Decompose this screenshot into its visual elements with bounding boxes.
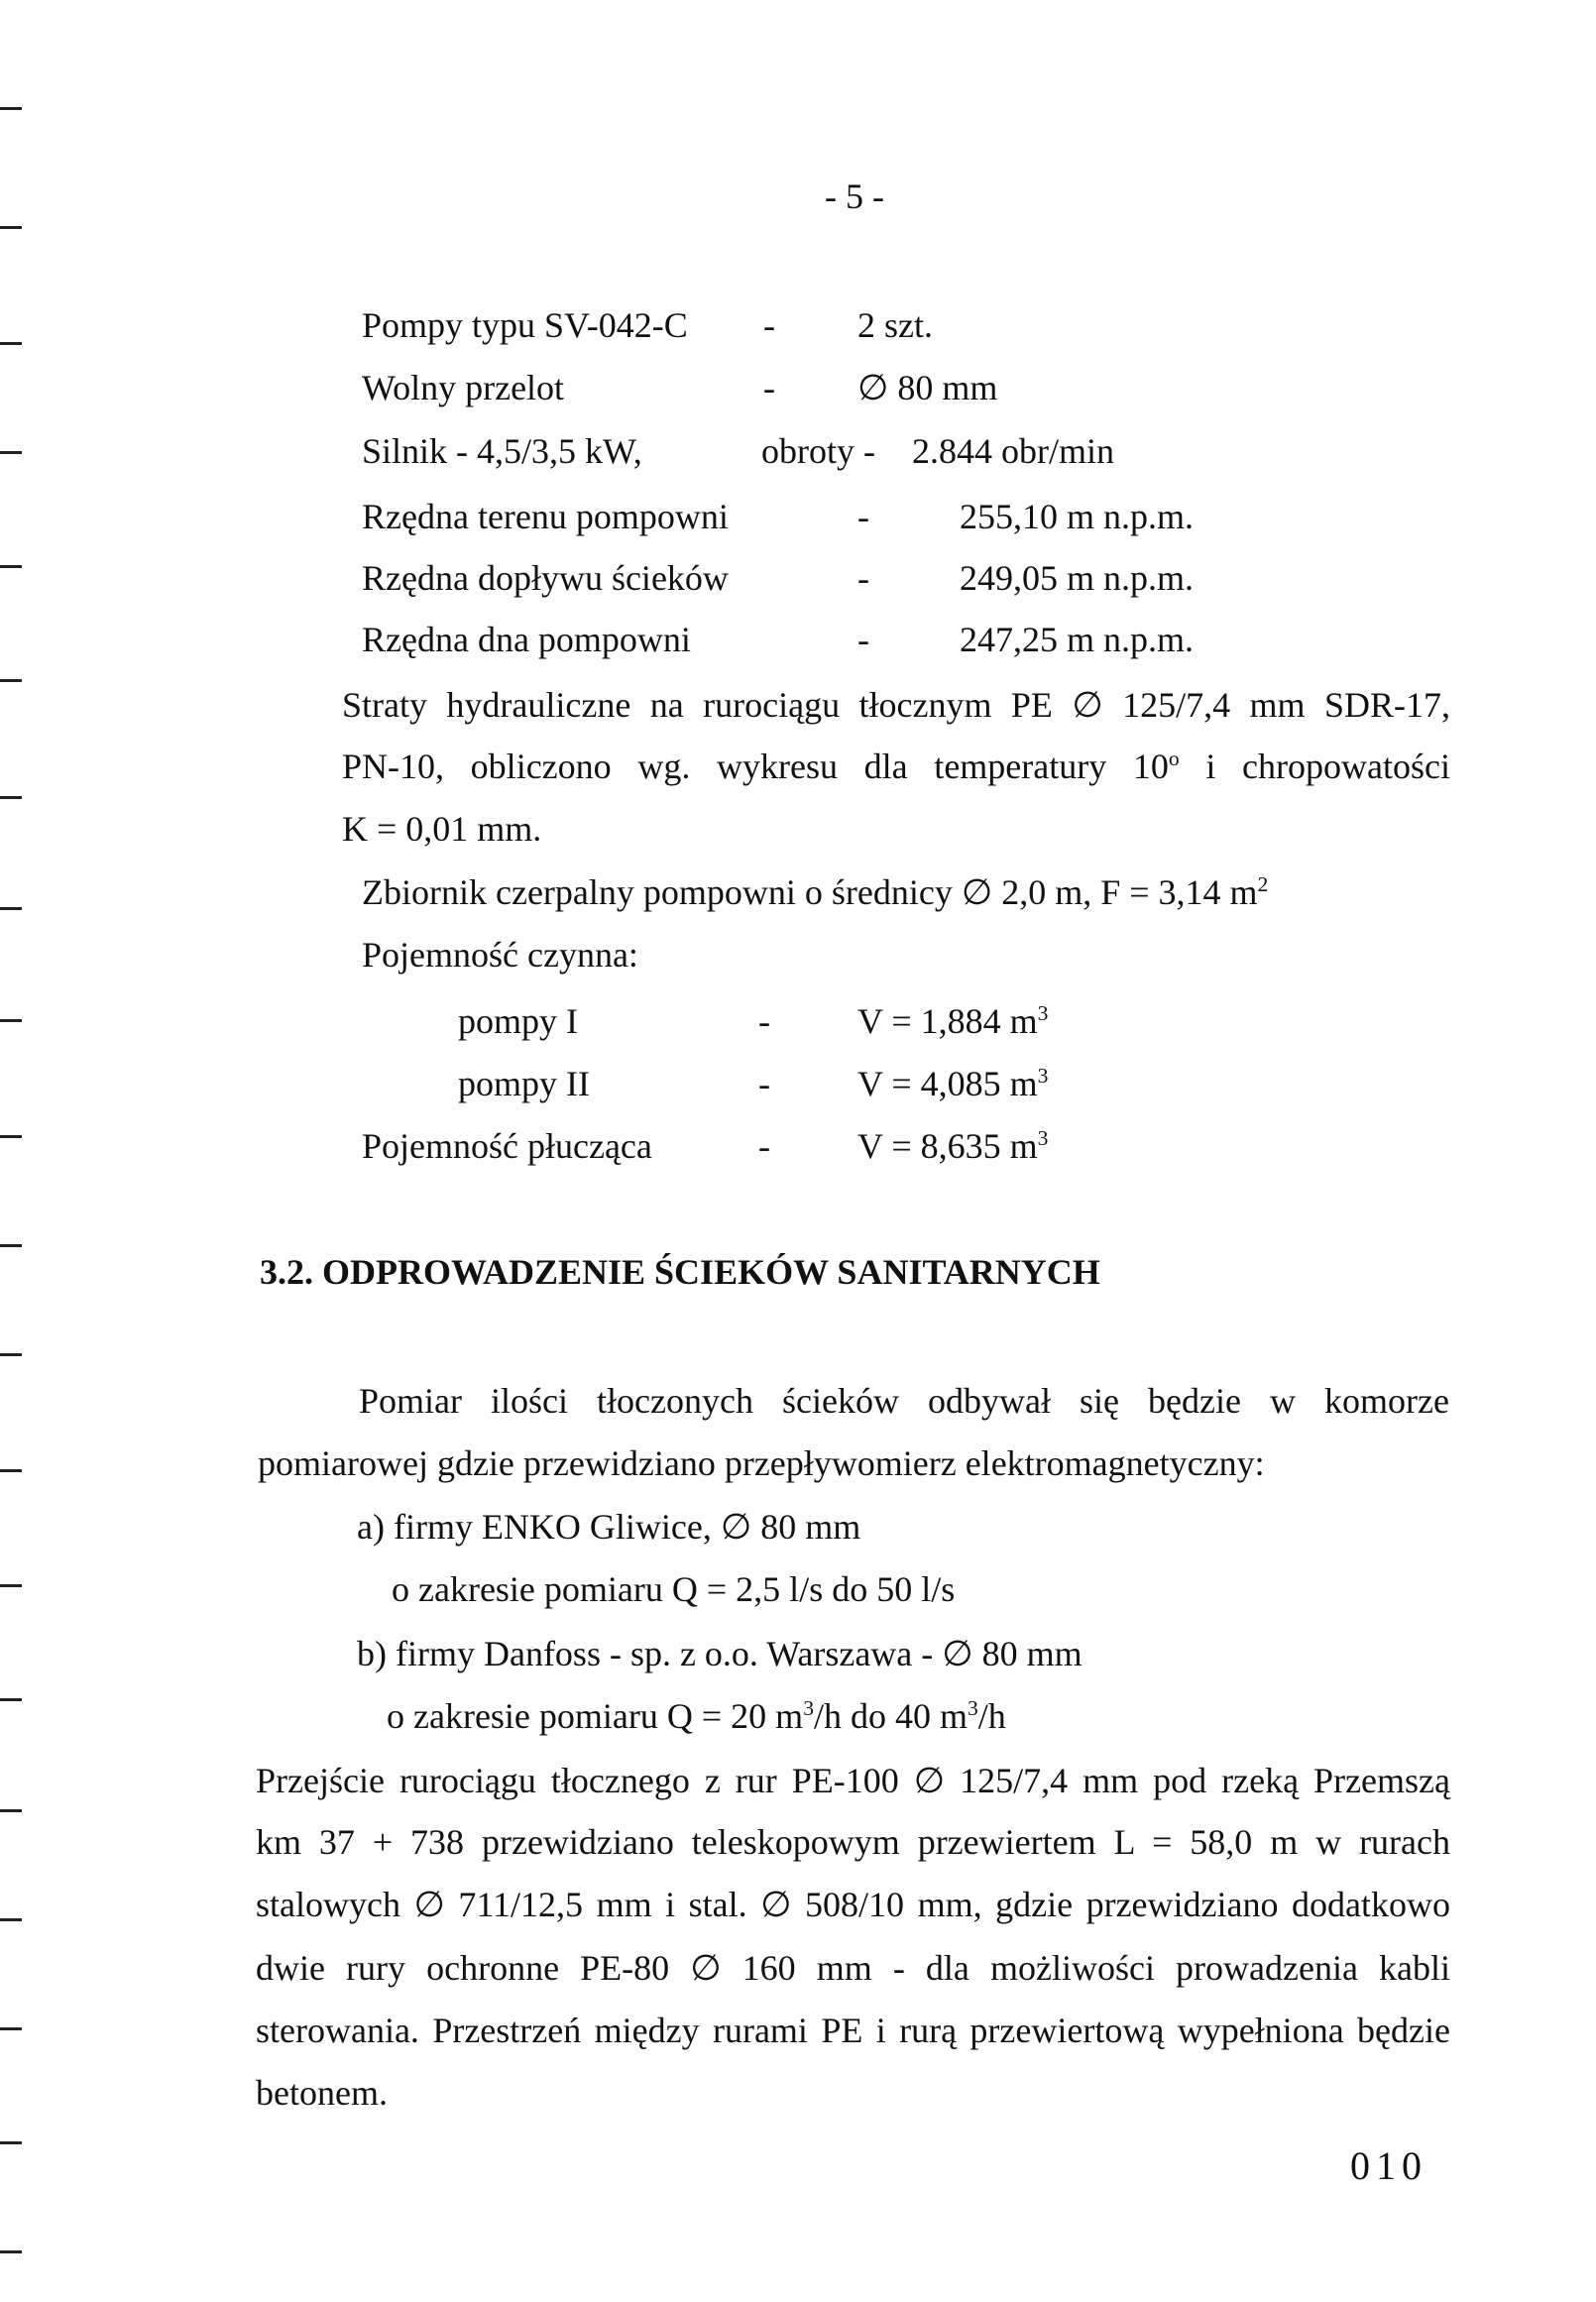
section-heading: 3.2. ODPROWADZENIE ŚCIEKÓW SANITARNYCH [260, 1252, 1100, 1292]
spec-label: Wolny przelot [362, 368, 565, 407]
scan-mark [0, 1244, 22, 1247]
losses-line: Straty hydrauliczne na rurociągu tłocznym PE ∅ 125/7,4 mm SDR-17, [342, 685, 1450, 725]
measure-line: Pomiar ilości tłoczonych ścieków odbywał się będzie w komorze [359, 1381, 1449, 1421]
volume-dash: - [758, 1064, 770, 1103]
scan-mark [0, 1019, 22, 1022]
scan-mark [0, 1698, 22, 1701]
crossing-line: Przejście rurociągu tłocznego z rur PE-100 ∅ 125/7,4 mm pod rzeką Przemszą [256, 1761, 1450, 1800]
spec-label: Rzędna terenu pompowni [362, 497, 729, 536]
volume-label: pompy I [458, 1001, 578, 1041]
meter-range-a: o zakresie pomiaru Q = 2,5 l/s do 50 l/s [392, 1569, 956, 1609]
meter-option-b: b) firmy Danfoss - sp. z o.o. Warszawa - ∅ 80 mm [357, 1634, 1083, 1673]
spec-label: Pompy typu SV-042-C [362, 305, 688, 345]
volume-value: V = 1,884 $m^3$ [857, 1001, 1049, 1041]
spec-dash: - [857, 620, 869, 659]
scan-mark [0, 1584, 22, 1587]
volume-dash: - [758, 1001, 770, 1041]
scan-mark [0, 1135, 22, 1138]
volume-label: Pojemność płucząca [362, 1126, 652, 1166]
page-number: - 5 - [825, 176, 884, 216]
scan-mark [0, 565, 22, 568]
capacity-label: Pojemność czynna: [362, 935, 638, 975]
scan-mark [0, 1918, 22, 1921]
scan-mark [0, 907, 22, 910]
spec-value: ∅ 80 mm [857, 368, 998, 407]
spec-value: 2 szt. [857, 305, 933, 345]
scan-mark [0, 796, 22, 799]
scan-mark [0, 451, 22, 454]
spec-dash: - [857, 558, 869, 598]
crossing-line: sterowania. Przestrzeń między rurami PE i rurą przewiertową wypełniona będzie [256, 2011, 1450, 2050]
spec-dash: - [763, 368, 775, 407]
spec-label: Silnik - 4,5/3,5 kW, [362, 431, 642, 471]
crossing-line: dwie rury ochronne PE-80 ∅ 160 mm - dla możliwości prowadzenia kabli [256, 1948, 1450, 1988]
crossing-line: stalowych ∅ 711/12,5 mm i stal. ∅ 508/10 mm, gdzie przewidziano dodatkowo [256, 1885, 1450, 1924]
scan-mark [0, 1353, 22, 1356]
scan-mark [0, 107, 22, 110]
crossing-line: km 37 + 738 przewidziano teleskopowym przewiertem L = 58,0 m w rurach [256, 1822, 1450, 1862]
stamp-number: 010 [1350, 2143, 1427, 2188]
tank-line: Zbiornik czerpalny pompowni o średnicy ∅ 2,0 m, F = 3,14 $m^2$ [362, 872, 1269, 912]
spec-value: 249,05 m n.p.m. [960, 558, 1195, 598]
losses-line: K = 0,01 mm. [342, 809, 542, 849]
scan-mark [0, 2141, 22, 2144]
volume-dash: - [758, 1126, 770, 1166]
spec-dash: obroty - [761, 431, 875, 471]
scan-mark [0, 1809, 22, 1812]
scan-mark [0, 2027, 22, 2030]
spec-value: 255,10 m n.p.m. [960, 497, 1195, 536]
scan-mark [0, 342, 22, 345]
spec-value: 247,25 m n.p.m. [960, 620, 1195, 659]
spec-value: 2.844 obr/min [912, 431, 1114, 471]
crossing-line: betonem. [256, 2073, 388, 2113]
meter-range-b: o zakresie pomiaru Q = 20 $m^3/h$ do 40 $m^3/h$ [387, 1696, 1006, 1736]
scan-mark [0, 679, 22, 682]
scan-mark [0, 226, 22, 229]
meter-option-a: a) firmy ENKO Gliwice, ∅ 80 mm [357, 1507, 861, 1547]
spec-label: Rzędna dopływu ścieków [362, 558, 729, 598]
volume-value: V = 4,085 $m^3$ [857, 1064, 1049, 1103]
scan-mark [0, 1469, 22, 1472]
scan-mark [0, 2250, 22, 2253]
measure-line: pomiarowej gdzie przewidziano przepływomierz elektromagnetyczny: [258, 1443, 1265, 1483]
volume-value: V = 8,635 $m^3$ [857, 1126, 1049, 1166]
volume-label: pompy II [458, 1064, 590, 1103]
spec-dash: - [763, 305, 775, 345]
losses-line: PN-10, obliczono wg. wykresu dla temperatury 10$^o$ i chropowatości [342, 747, 1450, 786]
spec-label: Rzędna dna pompowni [362, 620, 691, 659]
spec-dash: - [857, 497, 869, 536]
